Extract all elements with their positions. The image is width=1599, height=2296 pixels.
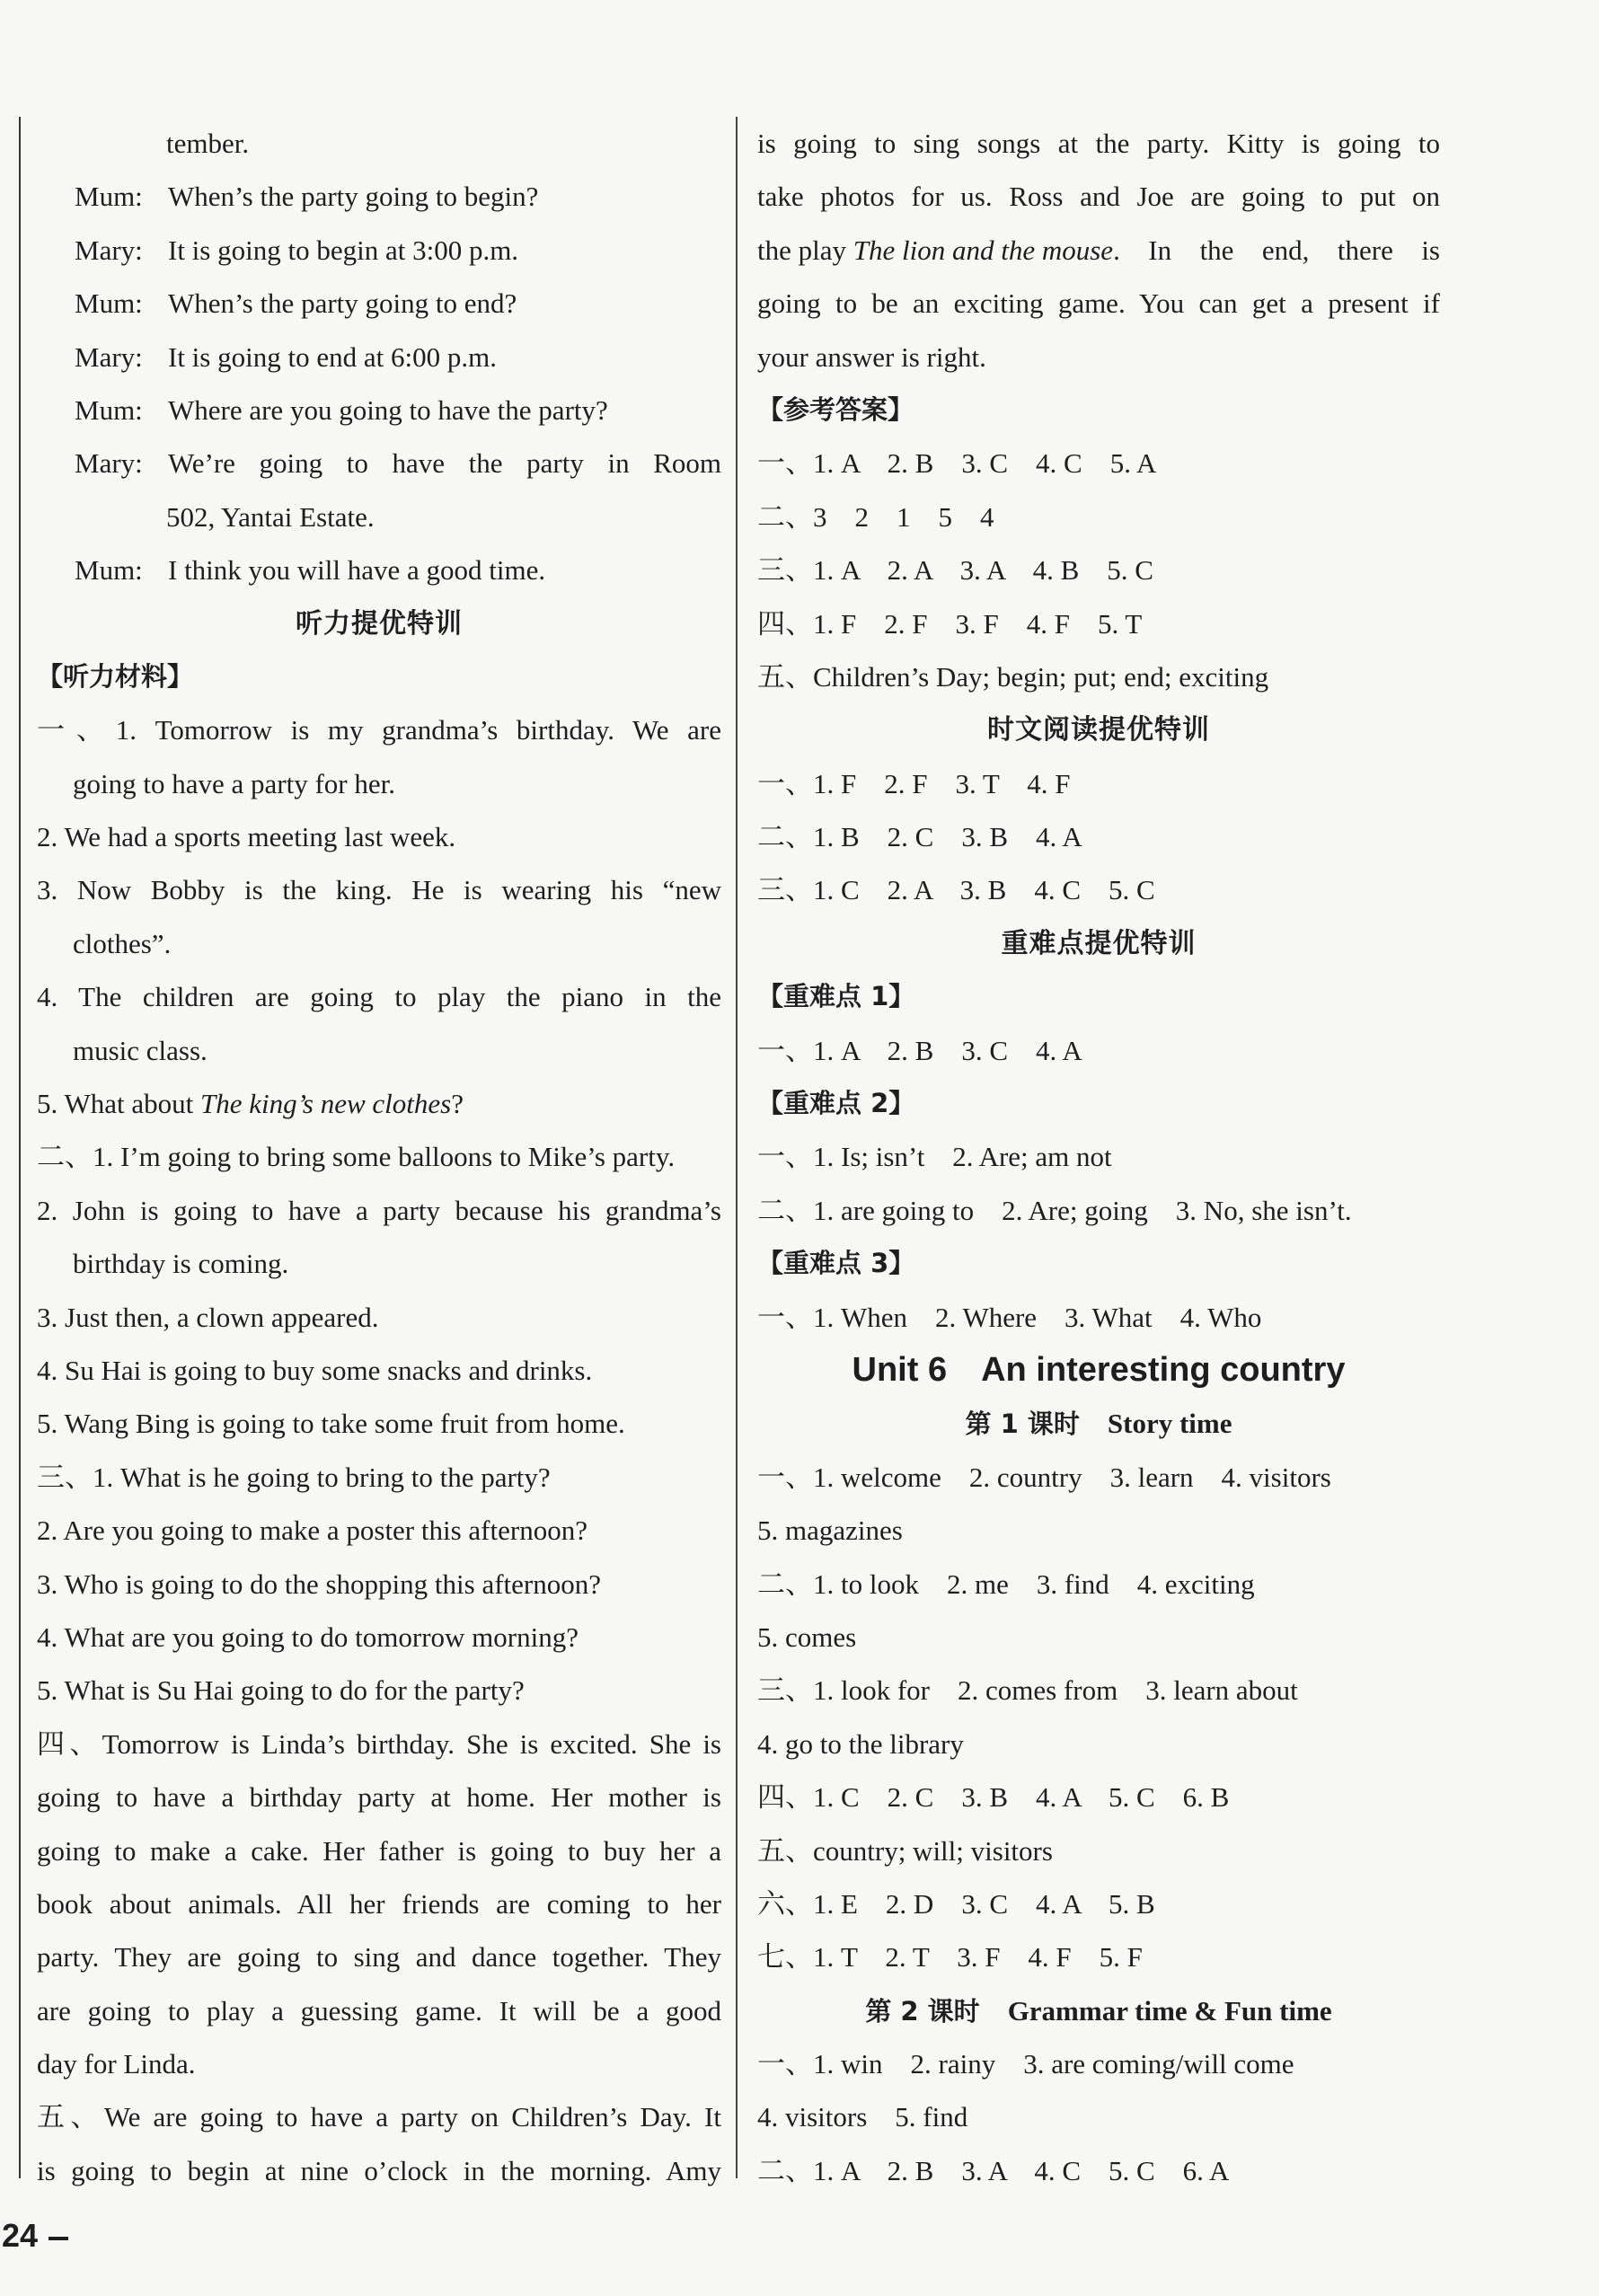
listening-line: going to have a birthday party at home. Her mother is [37, 1781, 721, 1814]
answer-line: 5. magazines [757, 1514, 903, 1547]
answer-line: 三、1. C 2. A 3. B 4. C 5. C [757, 874, 1155, 906]
listening-line: 4. Su Hai is going to buy some snacks and drinks. [37, 1354, 593, 1386]
speaker: Mary: [75, 234, 143, 266]
section-heading-reading: 时文阅读提优特训 [987, 714, 1210, 746]
text-segment: . In the end, there is [1113, 234, 1440, 266]
answer-line: 一、1. A 2. B 3. C 4. C 5. A [757, 447, 1157, 480]
dialogue-line [37, 437, 721, 490]
unit-title: Unit 6 An interesting country [852, 1350, 1346, 1389]
section-heading-listening: 听力提优特训 [296, 607, 463, 640]
listening-line: 2. John is going to have a party because his grandma’s [37, 1194, 721, 1226]
lesson-1-heading [757, 1397, 1440, 1450]
answer-line: 二、3 2 1 5 4 [757, 500, 994, 533]
answer-line: 五、country; will; visitors [757, 1834, 1053, 1867]
right-column [757, 117, 1440, 2197]
label-key-point-3: 【重难点 3】 [757, 1248, 915, 1279]
answer-line: 六、1. E 2. D 3. C 4. A 5. B [757, 1887, 1155, 1920]
answer-line: 四、1. F 2. F 3. F 4. F 5. T [757, 607, 1143, 640]
dialogue-line [37, 117, 721, 170]
answer-line: 4. go to the library [757, 1727, 964, 1760]
lesson-2-heading [757, 1984, 1440, 2037]
speaker: Mum: [75, 393, 143, 426]
answer-line: 二、1. are going to 2. Are; going 3. No, she isn’t. [757, 1194, 1352, 1226]
listening-line: are going to play a guessing game. It will be a good [37, 1994, 721, 2027]
dialogue-text: tember. [166, 128, 250, 159]
dialogue-line [37, 543, 721, 596]
dialogue-text: I think you will have a good time. [168, 554, 546, 587]
speaker: Mum: [75, 287, 143, 320]
listening-line: going to make a cake. Her father is going to buy her a [37, 1834, 721, 1867]
label-reference-answers: 【参考答案】 [757, 393, 914, 425]
passage-line: your answer is right. [757, 340, 986, 373]
dialogue-line [37, 170, 721, 223]
dialogue-line [37, 384, 721, 437]
answer-line: 一、1. Is; isn’t 2. Are; am not [757, 1141, 1112, 1173]
answer-line: 5. comes [757, 1620, 857, 1653]
story-title: The king’s new clothes [199, 1088, 452, 1120]
listening-line [37, 1077, 721, 1130]
answer-line: 4. visitors 5. find [757, 2101, 968, 2133]
dialogue-text: 502, Yantai Estate. [166, 500, 375, 533]
listening-line: music class. [73, 1034, 208, 1066]
listening-line: 3. Now Bobby is the king. He is wearing his “new [37, 874, 721, 906]
answer-line: 二、1. B 2. C 3. B 4. A [757, 821, 1082, 853]
page-number: 24 [2, 2217, 39, 2254]
lesson-number: 第 2 课时 [865, 1995, 980, 2027]
dialogue-text: It is going to end at 6:00 p.m. [168, 340, 497, 373]
listening-line: 5. Wang Bing is going to take some fruit from home. [37, 1408, 625, 1440]
speaker: Mary: [75, 447, 143, 480]
text-segment: ? [451, 1088, 464, 1120]
text-segment: the play [757, 234, 853, 266]
dialogue-text: When’s the party going to end? [168, 287, 517, 320]
listening-line: 五、We are going to have a party on Children’s Day. It [37, 2101, 721, 2133]
listening-line: 2. We had a sports meeting last week. [37, 821, 456, 853]
answer-line: 一、1. welcome 2. country 3. learn 4. visitors [757, 1461, 1331, 1493]
listening-line: 四、Tomorrow is Linda’s birthday. She is excited. She is [37, 1727, 721, 1760]
column-divider [736, 117, 738, 2178]
listening-line: 3. Who is going to do the shopping this afternoon? [37, 1567, 601, 1600]
label-key-point-1: 【重难点 1】 [757, 981, 915, 1012]
lesson-number: 第 1 课时 [965, 1409, 1080, 1440]
label-listening-material: 【听力材料】 [37, 660, 194, 692]
dialogue-line [37, 224, 721, 277]
dialogue-line [37, 331, 721, 384]
speaker: Mum: [75, 181, 143, 213]
listening-line: going to have a party for her. [73, 767, 395, 799]
listening-line: is going to begin at nine o’clock in the morning. Amy [37, 2154, 721, 2186]
listening-line: 5. What is Su Hai going to do for the party? [37, 1674, 525, 1707]
answer-line: 一、1. A 2. B 3. C 4. A [757, 1034, 1082, 1066]
answer-line: 五、Children’s Day; begin; put; end; exciting [757, 660, 1269, 693]
passage-line: is going to sing songs at the party. Kitty is going to [757, 128, 1440, 159]
dialogue-text: When’s the party going to begin? [168, 181, 539, 213]
passage-line: take photos for us. Ross and Joe are going to put on [757, 181, 1440, 213]
section-heading-key-points: 重难点提优特训 [1001, 927, 1197, 959]
answer-line: 一、1. F 2. F 3. T 4. F [757, 767, 1071, 799]
dialogue-text: We’re going to have the party in Room [168, 447, 721, 480]
answer-line: 四、1. C 2. C 3. B 4. A 5. C 6. B [757, 1781, 1230, 1814]
text-segment: 5. What about [37, 1088, 200, 1120]
answer-line: 七、1. T 2. T 3. F 4. F 5. F [757, 1941, 1143, 1974]
lesson-name: Story time [1107, 1408, 1232, 1440]
play-title: The lion and the mouse [853, 234, 1114, 266]
answer-line: 二、1. to look 2. me 3. find 4. exciting [757, 1567, 1255, 1600]
passage-line: going to be an exciting game. You can get a present if [757, 287, 1440, 320]
listening-line: 三、1. What is he going to bring to the party? [37, 1461, 551, 1493]
passage-line [757, 224, 1440, 277]
listening-line: party. They are going to sing and dance together. They [37, 1941, 721, 1974]
listening-line: 一、1. Tomorrow is my grandma’s birthday. We are [37, 714, 721, 746]
dialogue-line [37, 277, 721, 330]
page-number-dash [49, 2237, 68, 2240]
listening-line: clothes”. [73, 927, 172, 959]
lesson-name: Grammar time & Fun time [1007, 1994, 1332, 2027]
listening-line: 3. Just then, a clown appeared. [37, 1301, 379, 1333]
listening-line: birthday is coming. [73, 1248, 289, 1280]
dialogue-text: Where are you going to have the party? [168, 393, 608, 426]
listening-line: 二、1. I’m going to bring some balloons to Mike’s party. [37, 1141, 676, 1173]
listening-line: book about animals. All her friends are coming to her [37, 1887, 721, 1920]
listening-line: day for Linda. [37, 2048, 196, 2080]
left-margin-rule [19, 117, 21, 2178]
left-column [37, 117, 721, 2197]
answer-line: 三、1. A 2. A 3. A 4. B 5. C [757, 554, 1153, 587]
label-key-point-2: 【重难点 2】 [757, 1088, 915, 1119]
speaker: Mum: [75, 554, 143, 587]
dialogue-text: It is going to begin at 3:00 p.m. [168, 234, 519, 266]
dialogue-line [37, 490, 721, 543]
speaker: Mary: [75, 340, 143, 373]
listening-line: 4. The children are going to play the piano in the [37, 981, 721, 1013]
listening-line: 4. What are you going to do tomorrow morning? [37, 1620, 579, 1653]
answer-line: 三、1. look for 2. comes from 3. learn about [757, 1674, 1298, 1707]
answer-line: 二、1. A 2. B 3. A 4. C 5. C 6. A [757, 2154, 1230, 2186]
answer-line: 一、1. When 2. Where 3. What 4. Who [757, 1301, 1262, 1333]
answer-line: 一、1. win 2. rainy 3. are coming/will come [757, 2048, 1294, 2080]
listening-line: 2. Are you going to make a poster this afternoon? [37, 1514, 587, 1547]
